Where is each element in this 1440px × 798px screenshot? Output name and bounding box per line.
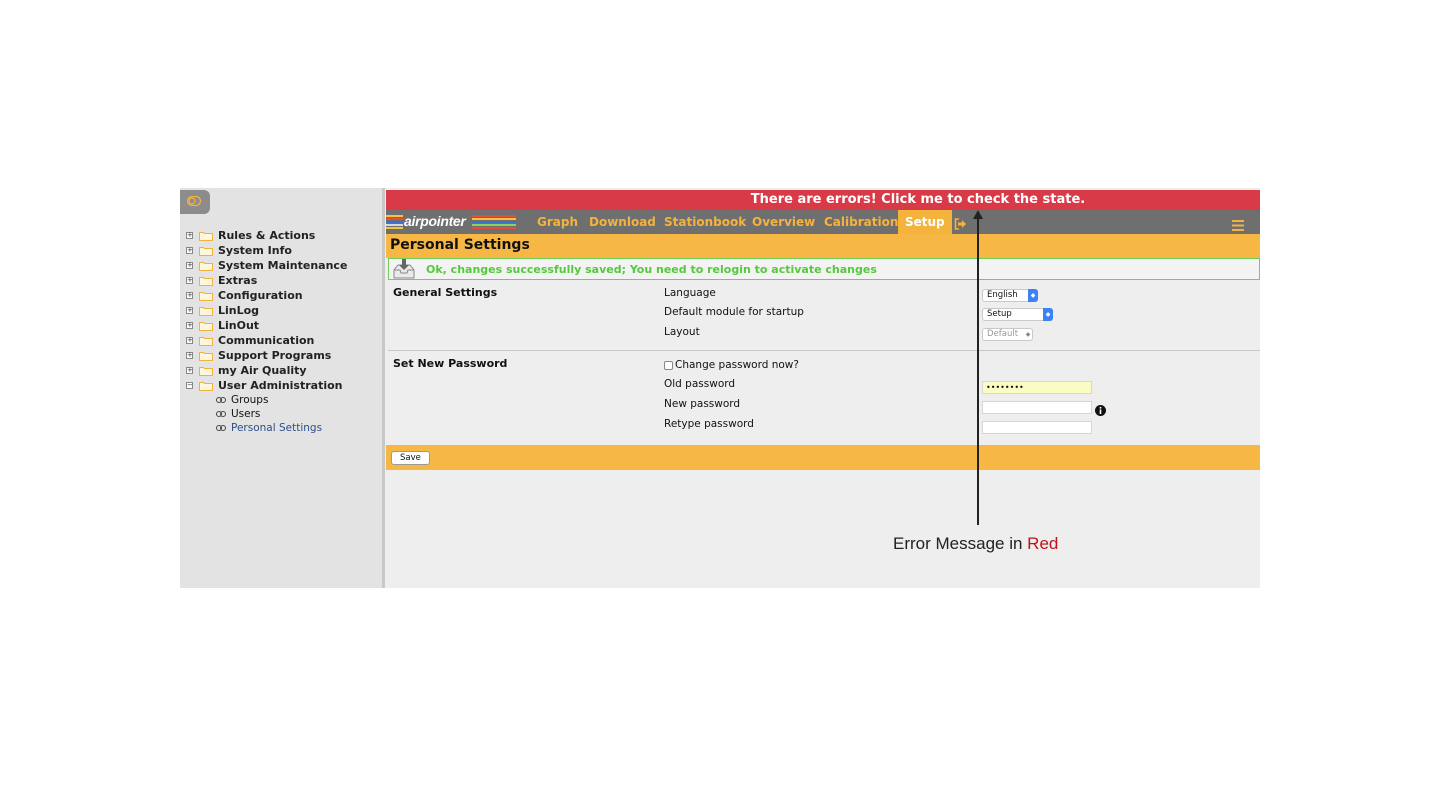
- sidebar-subitem-label: Groups: [231, 394, 269, 406]
- sidebar-subitem-users[interactable]: [216, 407, 347, 421]
- tab-setup[interactable]: Setup: [898, 210, 952, 234]
- logo-stripes-right: [472, 215, 516, 229]
- logout-icon[interactable]: [954, 215, 967, 234]
- expand-icon[interactable]: +: [187, 321, 193, 329]
- airpointer-logo: [386, 213, 516, 231]
- expand-icon[interactable]: +: [187, 231, 193, 239]
- folder-icon: [199, 306, 213, 316]
- sidebar-subitem-label: Personal Settings: [231, 422, 323, 434]
- retype-password-input[interactable]: [982, 421, 1092, 434]
- info-icon[interactable]: [1095, 401, 1106, 420]
- expand-icon[interactable]: +: [187, 306, 193, 314]
- select-arrows-icon: ◆: [1025, 331, 1031, 338]
- error-banner[interactable]: There are errors! Click me to check the state.: [386, 190, 1260, 210]
- tab-download[interactable]: Download: [589, 215, 656, 229]
- language-select[interactable]: [982, 289, 1038, 302]
- old-password-label: Old password: [664, 378, 736, 390]
- app-window: [180, 188, 1260, 588]
- sidebar-item-label: Communication: [218, 334, 315, 347]
- sidebar-subitem-label: Users: [231, 408, 261, 420]
- toggle-icon: [187, 196, 201, 206]
- folder-icon: [199, 321, 213, 331]
- collapse-icon[interactable]: −: [187, 381, 193, 389]
- main-panel: [386, 188, 1260, 588]
- expand-icon[interactable]: +: [187, 246, 193, 254]
- folder-icon: [199, 336, 213, 346]
- page-title: Personal Settings: [390, 237, 530, 253]
- save-bar: [386, 445, 1260, 470]
- annotation-arrow-icon: [972, 210, 984, 220]
- expand-icon[interactable]: +: [187, 291, 193, 299]
- sidebar-item-configuration[interactable]: [186, 288, 347, 303]
- sidebar-item-linout[interactable]: [186, 318, 347, 333]
- retype-password-label: Retype password: [664, 418, 754, 430]
- tab-overview[interactable]: Overview: [752, 215, 816, 229]
- startup-module-label: Default module for startup: [664, 306, 804, 318]
- top-nav: [386, 210, 1260, 234]
- sidebar-item-support-programs[interactable]: [186, 348, 347, 363]
- sidebar-item-label: System Maintenance: [218, 259, 348, 272]
- folder-icon: [199, 231, 213, 241]
- annotation-label: Error Message in: [893, 534, 1028, 553]
- menu-icon[interactable]: [1232, 216, 1244, 235]
- general-settings-heading: General Settings: [393, 286, 498, 299]
- link-icon: [216, 397, 227, 403]
- sidebar-item-linlog[interactable]: [186, 303, 347, 318]
- section-divider: [388, 350, 1260, 351]
- select-arrows-icon: ◆: [1028, 289, 1038, 302]
- layout-select-value: Default: [987, 329, 1019, 339]
- sidebar-tree: [186, 228, 347, 435]
- change-password-checkbox-row[interactable]: [664, 359, 799, 371]
- annotation-highlight: Red: [1027, 534, 1059, 553]
- logo-text: airpointer: [404, 213, 466, 229]
- download-save-icon: [392, 259, 416, 283]
- save-button[interactable]: Save: [391, 451, 430, 465]
- old-password-input[interactable]: ••••••••: [982, 381, 1092, 394]
- folder-icon: [199, 291, 213, 301]
- sidebar-item-label: User Administration: [218, 379, 343, 392]
- set-password-heading: Set New Password: [393, 357, 508, 370]
- select-arrows-icon: ◆: [1043, 308, 1053, 321]
- change-password-checkbox[interactable]: [664, 361, 673, 370]
- startup-module-select[interactable]: [982, 308, 1053, 321]
- sidebar-item-label: LinOut: [218, 319, 260, 332]
- sidebar-item-label: Configuration: [218, 289, 303, 302]
- sidebar-item-rules-actions[interactable]: [186, 228, 347, 243]
- language-label: Language: [664, 287, 716, 299]
- sidebar-item-system-maintenance[interactable]: [186, 258, 347, 273]
- success-message: Ok, changes successfully saved; You need to relogin to activate changes: [426, 263, 877, 276]
- page-title-bar: [386, 234, 1260, 258]
- link-icon: [216, 425, 227, 431]
- folder-icon: [199, 351, 213, 361]
- sidebar-subtree: [216, 393, 347, 435]
- annotation-text: [893, 534, 1058, 554]
- new-password-input[interactable]: [982, 401, 1092, 414]
- folder-icon: [199, 366, 213, 376]
- expand-icon[interactable]: +: [187, 261, 193, 269]
- language-select-value: English: [987, 290, 1018, 300]
- tab-calibration[interactable]: Calibration: [824, 215, 899, 229]
- sidebar-item-label: LinLog: [218, 304, 260, 317]
- sidebar-item-system-info[interactable]: [186, 243, 347, 258]
- sidebar-item-user-administration[interactable]: [186, 378, 347, 393]
- sidebar-item-label: System Info: [218, 244, 292, 257]
- layout-select[interactable]: [982, 328, 1033, 341]
- new-password-label: New password: [664, 398, 741, 410]
- folder-icon: [199, 246, 213, 256]
- sidebar-item-label: my Air Quality: [218, 364, 307, 377]
- sidebar-item-label: Rules & Actions: [218, 229, 316, 242]
- expand-icon[interactable]: +: [187, 276, 193, 284]
- expand-icon[interactable]: +: [187, 366, 193, 374]
- success-message-bar: [388, 258, 1260, 280]
- sidebar-item-my-air-quality[interactable]: [186, 363, 347, 378]
- layout-label: Layout: [664, 326, 700, 338]
- tab-stationbook[interactable]: Stationbook: [664, 215, 747, 229]
- sidebar-item-label: Support Programs: [218, 349, 332, 362]
- annotation-line: [977, 214, 979, 525]
- change-password-label: Change password now?: [675, 359, 799, 371]
- sidebar-item-extras[interactable]: [186, 273, 347, 288]
- sidebar: [180, 188, 385, 588]
- folder-icon: [199, 261, 213, 271]
- expand-icon[interactable]: +: [187, 336, 193, 344]
- logo-stripes-left: [386, 215, 403, 229]
- sidebar-subitem-groups[interactable]: [216, 393, 347, 407]
- sidebar-item-label: Extras: [218, 274, 258, 287]
- expand-icon[interactable]: +: [187, 351, 193, 359]
- sidebar-toggle-button[interactable]: [180, 190, 210, 214]
- sidebar-subitem-personal-settings[interactable]: [216, 421, 347, 435]
- folder-open-icon: [199, 381, 213, 391]
- sidebar-item-communication[interactable]: [186, 333, 347, 348]
- tab-graph[interactable]: Graph: [537, 215, 578, 229]
- startup-module-value: Setup: [987, 309, 1012, 319]
- link-icon: [216, 411, 227, 417]
- folder-icon: [199, 276, 213, 286]
